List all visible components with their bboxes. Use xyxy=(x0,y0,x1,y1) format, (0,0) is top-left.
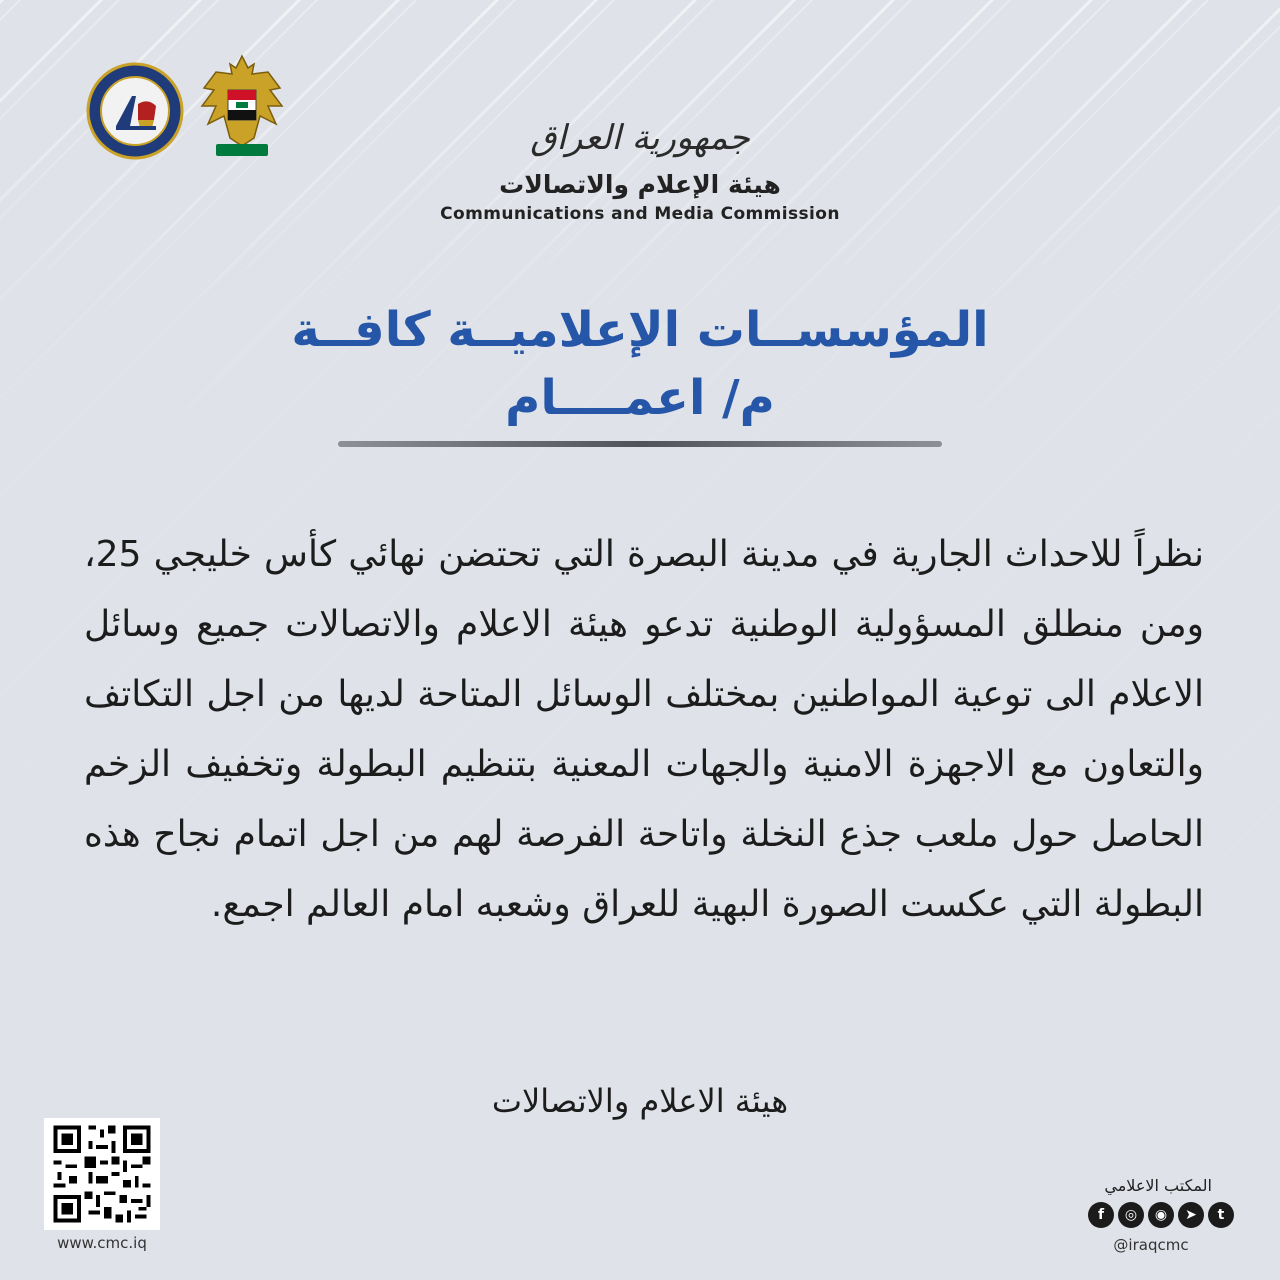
dribbble-icon[interactable]: ◉ xyxy=(1148,1202,1174,1228)
republic-of-iraq-calligraphy: جمهورية العراق xyxy=(530,118,750,158)
facebook-icon[interactable]: f xyxy=(1088,1202,1114,1228)
media-office-label: المكتب الاعلامي xyxy=(1104,1176,1212,1195)
website-link[interactable]: www.cmc.iq xyxy=(57,1234,147,1252)
commission-name-english: Communications and Media Commission xyxy=(440,204,840,224)
social-handle[interactable]: @iraqcmc xyxy=(1113,1236,1189,1254)
iraq-emblem-logo xyxy=(200,50,284,162)
instagram-icon[interactable]: ◎ xyxy=(1118,1202,1144,1228)
twitter-icon[interactable]: t xyxy=(1208,1202,1234,1228)
announcement-body: نظراً للاحداث الجارية في مدينة البصرة التي تحتضن نهائي كأس خليجي 25، ومن منطلق المسؤولية الوطنية تدعو هيئة الاعلام والاتصالات جميع وسائل الاعلام الى توعية المواطنين بمختلف الوسائل المتاحة لديها من اجل التكاتف والتعاون مع الاجهزة الامنية والجهات المعنية بتنظيم البطولة وتخفيف الزخم الحاصل حول ملعب جذع النخلة واتاحة الفرصة لهم من اجل اتمام نجاح هذه البطولة التي عكست الصورة البهية للعراق وشعبه امام العالم اجمع. xyxy=(84,534,1204,925)
addressee-title: المؤسســات الإعلاميــة كافــة xyxy=(291,302,989,358)
title-divider xyxy=(338,441,942,447)
cmc-seal-logo xyxy=(86,62,184,160)
social-icons-row xyxy=(1078,1202,1234,1230)
telegram-icon[interactable]: ➤ xyxy=(1178,1202,1204,1228)
signature: هيئة الاعلام والاتصالات xyxy=(491,1082,789,1120)
commission-name-arabic: هيئة الإعلام والاتصالات xyxy=(499,170,781,199)
qr-code[interactable] xyxy=(44,1118,160,1230)
circular-subject: م/ اعمــــام xyxy=(505,370,775,426)
